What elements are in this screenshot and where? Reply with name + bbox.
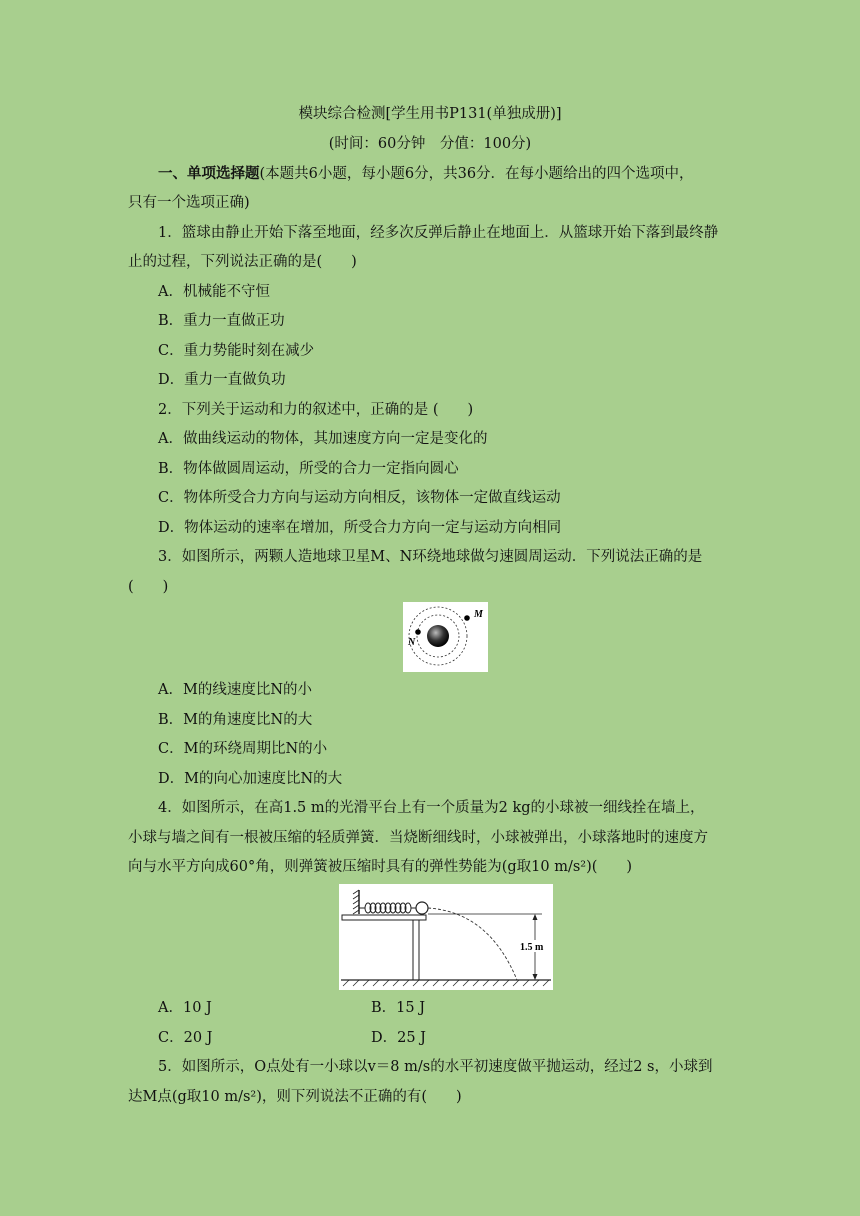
q3-option-c: C．M的环绕周期比N的小 bbox=[158, 741, 328, 757]
section-heading-rest: (本题共6小题，每小题6分，共36分．在每小题给出的四个选项中， bbox=[259, 166, 694, 182]
platform-leg bbox=[413, 920, 419, 980]
q1-stem-line2: 止的过程，下列说法正确的是( ) bbox=[128, 254, 357, 270]
q3-stem-line2: ( ) bbox=[128, 579, 169, 595]
satellite-n-label: N bbox=[408, 637, 416, 648]
q4-stem-line3: 向与水平方向成60°角，则弹簧被压缩时具有的弹性势能为(g取10 m/s²)( ) bbox=[128, 859, 633, 875]
q4-stem-line1: 4．如图所示，在高1.5 m的光滑平台上有一个质量为2 kg的小球被一细线拴在墙上， bbox=[158, 800, 705, 816]
platform-top bbox=[342, 915, 426, 920]
q1-option-b: B．重力一直做正功 bbox=[158, 313, 285, 329]
q2-option-d: D．物体运动的速率在增加，所受合力方向一定与运动方向相同 bbox=[158, 520, 562, 536]
q2-stem: 2．下列关于运动和力的叙述中，正确的是 ( ) bbox=[158, 402, 474, 418]
section-heading-bold: 一、单项选择题 bbox=[158, 165, 260, 182]
section-heading-line2: 只有一个选项正确) bbox=[128, 195, 250, 211]
q3-option-a: A．M的线速度比N的小 bbox=[158, 682, 313, 698]
satellite-m-dot bbox=[464, 615, 470, 621]
satellite-m-label: M bbox=[474, 609, 483, 620]
satellite-orbit-figure bbox=[403, 602, 488, 672]
q5-stem-line2: 达M点(g取10 m/s²)，则下列说法不正确的有( ) bbox=[128, 1089, 462, 1105]
height-label: 1.5 m bbox=[520, 942, 544, 953]
q4-option-b: B．15 J bbox=[371, 1000, 426, 1016]
document-subtitle: (时间：60分钟 分值：100分) bbox=[328, 136, 532, 152]
q1-option-c: C．重力势能时刻在减少 bbox=[158, 343, 315, 359]
q3-option-b: B．M的角速度比N的大 bbox=[158, 712, 313, 728]
q1-option-d: D．重力一直做负功 bbox=[158, 372, 286, 388]
q1-option-a: A．机械能不守恒 bbox=[158, 284, 270, 300]
earth-sphere bbox=[427, 625, 449, 647]
q4-option-d: D．25 J bbox=[371, 1030, 426, 1046]
q2-option-a: A．做曲线运动的物体，其加速度方向一定是变化的 bbox=[158, 431, 488, 447]
satellite-n-dot bbox=[415, 629, 421, 635]
document-title: 模块综合检测[学生用书P131(单独成册)] bbox=[298, 106, 562, 122]
q4-option-a: A．10 J bbox=[158, 1000, 212, 1016]
q4-option-c: C．20 J bbox=[158, 1030, 213, 1046]
q2-option-b: B．物体做圆周运动，所受的合力一定指向圆心 bbox=[158, 461, 459, 477]
q5-stem-line1: 5．如图所示，O点处有一小球以v＝8 m/s的水平初速度做平抛运动，经过2 s，小球到 bbox=[158, 1059, 713, 1075]
q1-stem-line1: 1．篮球由静止开始下落至地面，经多次反弹后静止在地面上．从篮球开始下落到最终静 bbox=[158, 225, 719, 241]
figure-background bbox=[339, 884, 553, 990]
q2-option-c: C．物体所受合力方向与运动方向相反，该物体一定做直线运动 bbox=[158, 490, 561, 506]
spring-platform-figure bbox=[339, 884, 553, 990]
q3-stem-line1: 3．如图所示，两颗人造地球卫星M、N环绕地球做匀速圆周运动．下列说法正确的是 bbox=[158, 549, 703, 565]
q3-option-d: D．M的向心加速度比N的大 bbox=[158, 771, 343, 787]
ball bbox=[416, 902, 428, 914]
q4-stem-line2: 小球与墙之间有一根被压缩的轻质弹簧．当烧断细线时，小球被弹出，小球落地时的速度方 bbox=[128, 830, 708, 846]
section-heading bbox=[158, 164, 768, 184]
